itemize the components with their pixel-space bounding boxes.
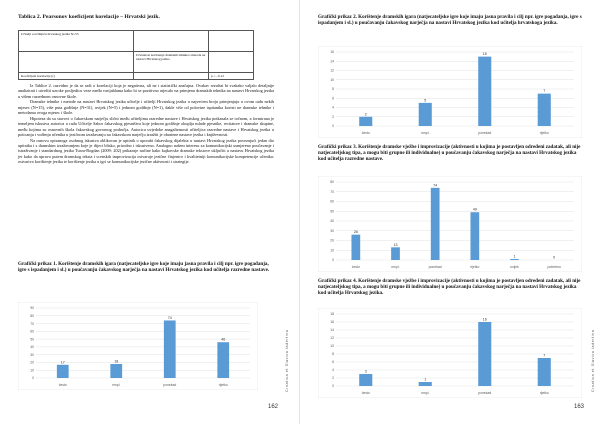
body-text bbox=[18, 83, 274, 165]
bar bbox=[351, 235, 360, 260]
data-label: 16 bbox=[482, 317, 487, 322]
bar-chart-2 bbox=[318, 46, 582, 138]
y-tick-label: 0 bbox=[332, 384, 334, 389]
table-value-cell: p = –0,12 bbox=[209, 73, 254, 80]
data-label: 46 bbox=[221, 337, 226, 342]
y-tick-label: 50 bbox=[30, 337, 34, 342]
x-tick-label: mnpl. bbox=[112, 383, 121, 387]
x-tick-label: rijetko bbox=[539, 131, 549, 135]
data-label: 5 bbox=[424, 98, 427, 103]
bar-chart-3 bbox=[318, 176, 582, 272]
data-label: 1 bbox=[513, 254, 516, 259]
data-label: 26 bbox=[353, 230, 358, 235]
y-tick-label: 14 bbox=[330, 328, 334, 333]
bar bbox=[419, 103, 432, 126]
data-label: 17 bbox=[60, 360, 65, 365]
running-head: Croatica et Slavica Iadertina bbox=[591, 329, 595, 392]
table-header-cell: Učitelji u učilnjšcu hrvatskog jezika N=55 bbox=[19, 31, 134, 52]
data-label: 1 bbox=[424, 377, 427, 382]
y-tick-label: 70 bbox=[30, 321, 34, 326]
data-label: 2 bbox=[364, 112, 367, 117]
x-tick-label: rijetko bbox=[539, 391, 549, 395]
paragraph: Dramske tehnike i metode na nastavi Hrvatskog jezika učitelje i učitelji Hrvatskog jezika u najvećem broju primjenjuju u ovom radu nekih mjesec (N=15), više puta godišnje (N=31), uvijek (N=5) i jednom godišnje (N=1), dakle više od polovine ispitanika koristi ne dramske tehnike i metodama ovoga mjesec i škole. bbox=[18, 99, 274, 116]
data-label: 7 bbox=[543, 89, 546, 94]
x-tick-label: često bbox=[351, 265, 360, 269]
y-tick-label: 20 bbox=[30, 360, 34, 365]
paragraph: Hipoteza da su stavovi o čakavskom narječju slični među učiteljima razredne nastave i Hrvatskog jezika potkazala se točnom, a formirana je temeljem iskustva autorica u radu Učitelje Sabor čakavskog pjesništva koje jednom godišnje okuplja mlade pjesnike, recitatore i dramske skupine, među kojima su osnovnih škola čakavskog govornog područja. Autorica uvjedoke anagalizmosti učiteljica razredne nastave i Hrvatskog jezika u poticanju i vođenju učenika u jezičnom izražavanju na čakavskom narječju izražiti je obratene nastave jezika i književnosti. bbox=[18, 115, 274, 138]
y-tick-label: 0 bbox=[332, 258, 334, 263]
paragraph: Na osnovu opisanoga osobnog iskustva oblikovan je upitnik o uporabi čakavskog dijalekta u nastavi Hrvatskog jezika povezujući jedan dio upitnika i s dramskim izražavanjem koje je dijeci bliskо, prirodno i iskustveno. Analogno našem interesu za komunikacijski usmjereno poučavanje i istraživanje i standardnog jezika Turza-Bogdan (2009: 202) prikazuje načine kako kajkavske dramske tekstove uklјučiti u nastavu Hrvatskog jezika jer kako da upravo putem dramskog teksta i scenskih improvizacija ostvaruje jezične činjenice i kvalitetniji komunikacijske kompetencije učenika: ostvarivo korištenje jezika te korištenje jezika u igri se komunikacijske jezične aktivnosti i strategije. bbox=[18, 137, 274, 165]
bar bbox=[478, 57, 491, 126]
bar bbox=[538, 358, 551, 386]
x-tick-label: rijetko bbox=[470, 265, 480, 269]
bar bbox=[391, 247, 400, 260]
bar bbox=[110, 364, 122, 378]
chart-caption-2: Grafički prikaz 2. Korištenje dramskih igara (natjecateljske igre koje imaju jasna pravila i cilj npr. igre pogađanja, igre s ispadanjem i sl.) u poučavanju čakavskog narječja na nastavi Hrvatskog jezika kod učitelja hrvatskoga jezika. bbox=[318, 14, 582, 27]
x-tick-label: često bbox=[361, 391, 370, 395]
y-tick-label: 10 bbox=[330, 344, 334, 349]
bar bbox=[510, 259, 519, 260]
bar-chart-1 bbox=[18, 302, 258, 390]
data-label: 0 bbox=[553, 255, 556, 260]
y-tick-label: 8 bbox=[332, 87, 334, 92]
bar bbox=[359, 117, 372, 126]
y-tick-label: 0 bbox=[332, 124, 334, 129]
x-tick-label: mnpl. bbox=[421, 131, 430, 135]
page-number: 163 bbox=[574, 404, 585, 410]
x-tick-label: rijetko bbox=[218, 383, 228, 387]
page-number: 162 bbox=[268, 404, 279, 410]
bar bbox=[470, 212, 479, 260]
y-tick-label: 60 bbox=[30, 329, 34, 334]
x-tick-label: ponekad bbox=[163, 383, 177, 387]
data-label: 15 bbox=[482, 52, 487, 57]
y-tick-label: 50 bbox=[330, 209, 334, 214]
data-label: 13 bbox=[393, 242, 398, 247]
bar bbox=[419, 382, 432, 386]
chart-svg bbox=[318, 46, 582, 138]
chart-svg bbox=[18, 302, 258, 390]
bar-chart-4 bbox=[318, 308, 582, 398]
data-label: 18 bbox=[114, 359, 119, 364]
right-page bbox=[300, 0, 600, 424]
y-tick-label: 40 bbox=[30, 345, 34, 350]
bar bbox=[478, 322, 491, 386]
x-tick-label: mnpl. bbox=[391, 265, 400, 269]
y-tick-label: 70 bbox=[330, 189, 334, 194]
x-tick-label: ponekad bbox=[428, 265, 442, 269]
data-label: 3 bbox=[364, 369, 367, 374]
bar bbox=[57, 365, 69, 378]
y-tick-label: 18 bbox=[330, 312, 334, 317]
bar bbox=[217, 342, 229, 378]
y-tick-label: 10 bbox=[330, 77, 334, 82]
chart-caption-1: Grafički prikaz 1. Korištenje dramskih igara (natjecateljske igre koje imaju jasna pravila i cilj npr. igre pogađanja, igre s ispadanjem i sl.) u poučavanju čakavskog narječja na nastavi Hrvatskog jezika kod učitelja razredne nastave. bbox=[18, 261, 270, 274]
y-tick-label: 30 bbox=[330, 228, 334, 233]
x-tick-label: često bbox=[58, 383, 67, 387]
y-tick-label: 40 bbox=[330, 219, 334, 224]
x-tick-label: ponekad bbox=[478, 131, 492, 135]
y-tick-label: 30 bbox=[30, 352, 34, 357]
chart-svg bbox=[318, 176, 582, 272]
chart-caption-4: Grafički prikaz 4. Korištenje dramske vježbe i improvizacije (aktivnosti u kojima je postavljen određeni zadatak, ali nije natjecateljskog tipa, a mogu biti grupne ili individualne) u poučavanju čakavskog narječja na nastavi Hrvatskog jezika kod učitelja Hrvatskog jezika. bbox=[318, 278, 581, 297]
data-label: 74 bbox=[433, 183, 438, 188]
y-tick-label: 2 bbox=[332, 114, 334, 119]
bar bbox=[359, 374, 372, 386]
table-title: Tablica 2. Pearsonov koeficijent korelacije – Hrvatski jezik. bbox=[18, 14, 160, 20]
y-tick-label: 0 bbox=[32, 376, 34, 381]
y-tick-label: 4 bbox=[332, 105, 334, 110]
y-tick-label: 16 bbox=[330, 320, 334, 325]
y-tick-label: 2 bbox=[332, 376, 334, 381]
y-tick-label: 80 bbox=[30, 313, 34, 318]
y-tick-label: 90 bbox=[30, 306, 34, 311]
bar bbox=[164, 320, 176, 378]
y-tick-label: 12 bbox=[330, 336, 334, 341]
y-tick-label: 20 bbox=[330, 238, 334, 243]
x-tick-label: uvijek bbox=[510, 265, 519, 269]
correlation-table bbox=[18, 30, 254, 80]
x-tick-label: potrebno bbox=[547, 265, 561, 269]
y-tick-label: 8 bbox=[332, 352, 334, 357]
chart-svg bbox=[318, 308, 582, 398]
y-tick-label: 10 bbox=[330, 248, 334, 253]
running-head: Croatica et Slavica Iadertina bbox=[285, 329, 289, 392]
data-label: 7 bbox=[543, 353, 546, 358]
y-tick-label: 14 bbox=[330, 59, 334, 64]
x-tick-label: mnpl. bbox=[421, 391, 430, 395]
x-tick-label: ponekad bbox=[478, 391, 492, 395]
y-tick-label: 4 bbox=[332, 368, 334, 373]
table-row-label: Koeficijent korelacije (r) bbox=[19, 73, 134, 80]
table-correlation-cell: Učestalost korištenja dramskih tehnika i metoda na nastavi Hrvatskog jezika bbox=[134, 52, 209, 73]
y-tick-label: 6 bbox=[332, 96, 334, 101]
y-tick-label: 60 bbox=[330, 199, 334, 204]
x-tick-label: često bbox=[361, 131, 370, 135]
y-tick-label: 12 bbox=[330, 68, 334, 73]
data-label: 49 bbox=[472, 207, 477, 212]
y-tick-label: 10 bbox=[30, 368, 34, 373]
y-tick-label: 16 bbox=[330, 50, 334, 55]
bar bbox=[431, 188, 440, 260]
bar bbox=[538, 94, 551, 126]
y-tick-label: 80 bbox=[330, 180, 334, 185]
y-tick-label: 6 bbox=[332, 360, 334, 365]
paragraph: Iz Tablice 2. razvidno je da se radi o korelaciji koja je negativna, ali ne i statistički značajna. Ovakav rezultat bi svakako valjalo detaljnije analizirati i utvrditi uzroke posljedicu veze među varijablama kako bi se pozitivno utjecalo na primjenu dramskih tehnika na nastavi Hrvatskog jezika u višem razrednom osnovne škole. bbox=[18, 83, 274, 99]
data-label: 74 bbox=[167, 315, 172, 320]
chart-caption-3: Grafički prikaz 3. Korištenje dramske vježbe i improvizacije (aktivnosti u kojima je postavljen određeni zadatak, ali nije natjecateljskog tipa, a mogu biti grupne ili individualne) u poučavanju čakavskog narječja na nastavi Hrvatskog jezika kod učitelja razredne nastave. bbox=[318, 144, 581, 163]
